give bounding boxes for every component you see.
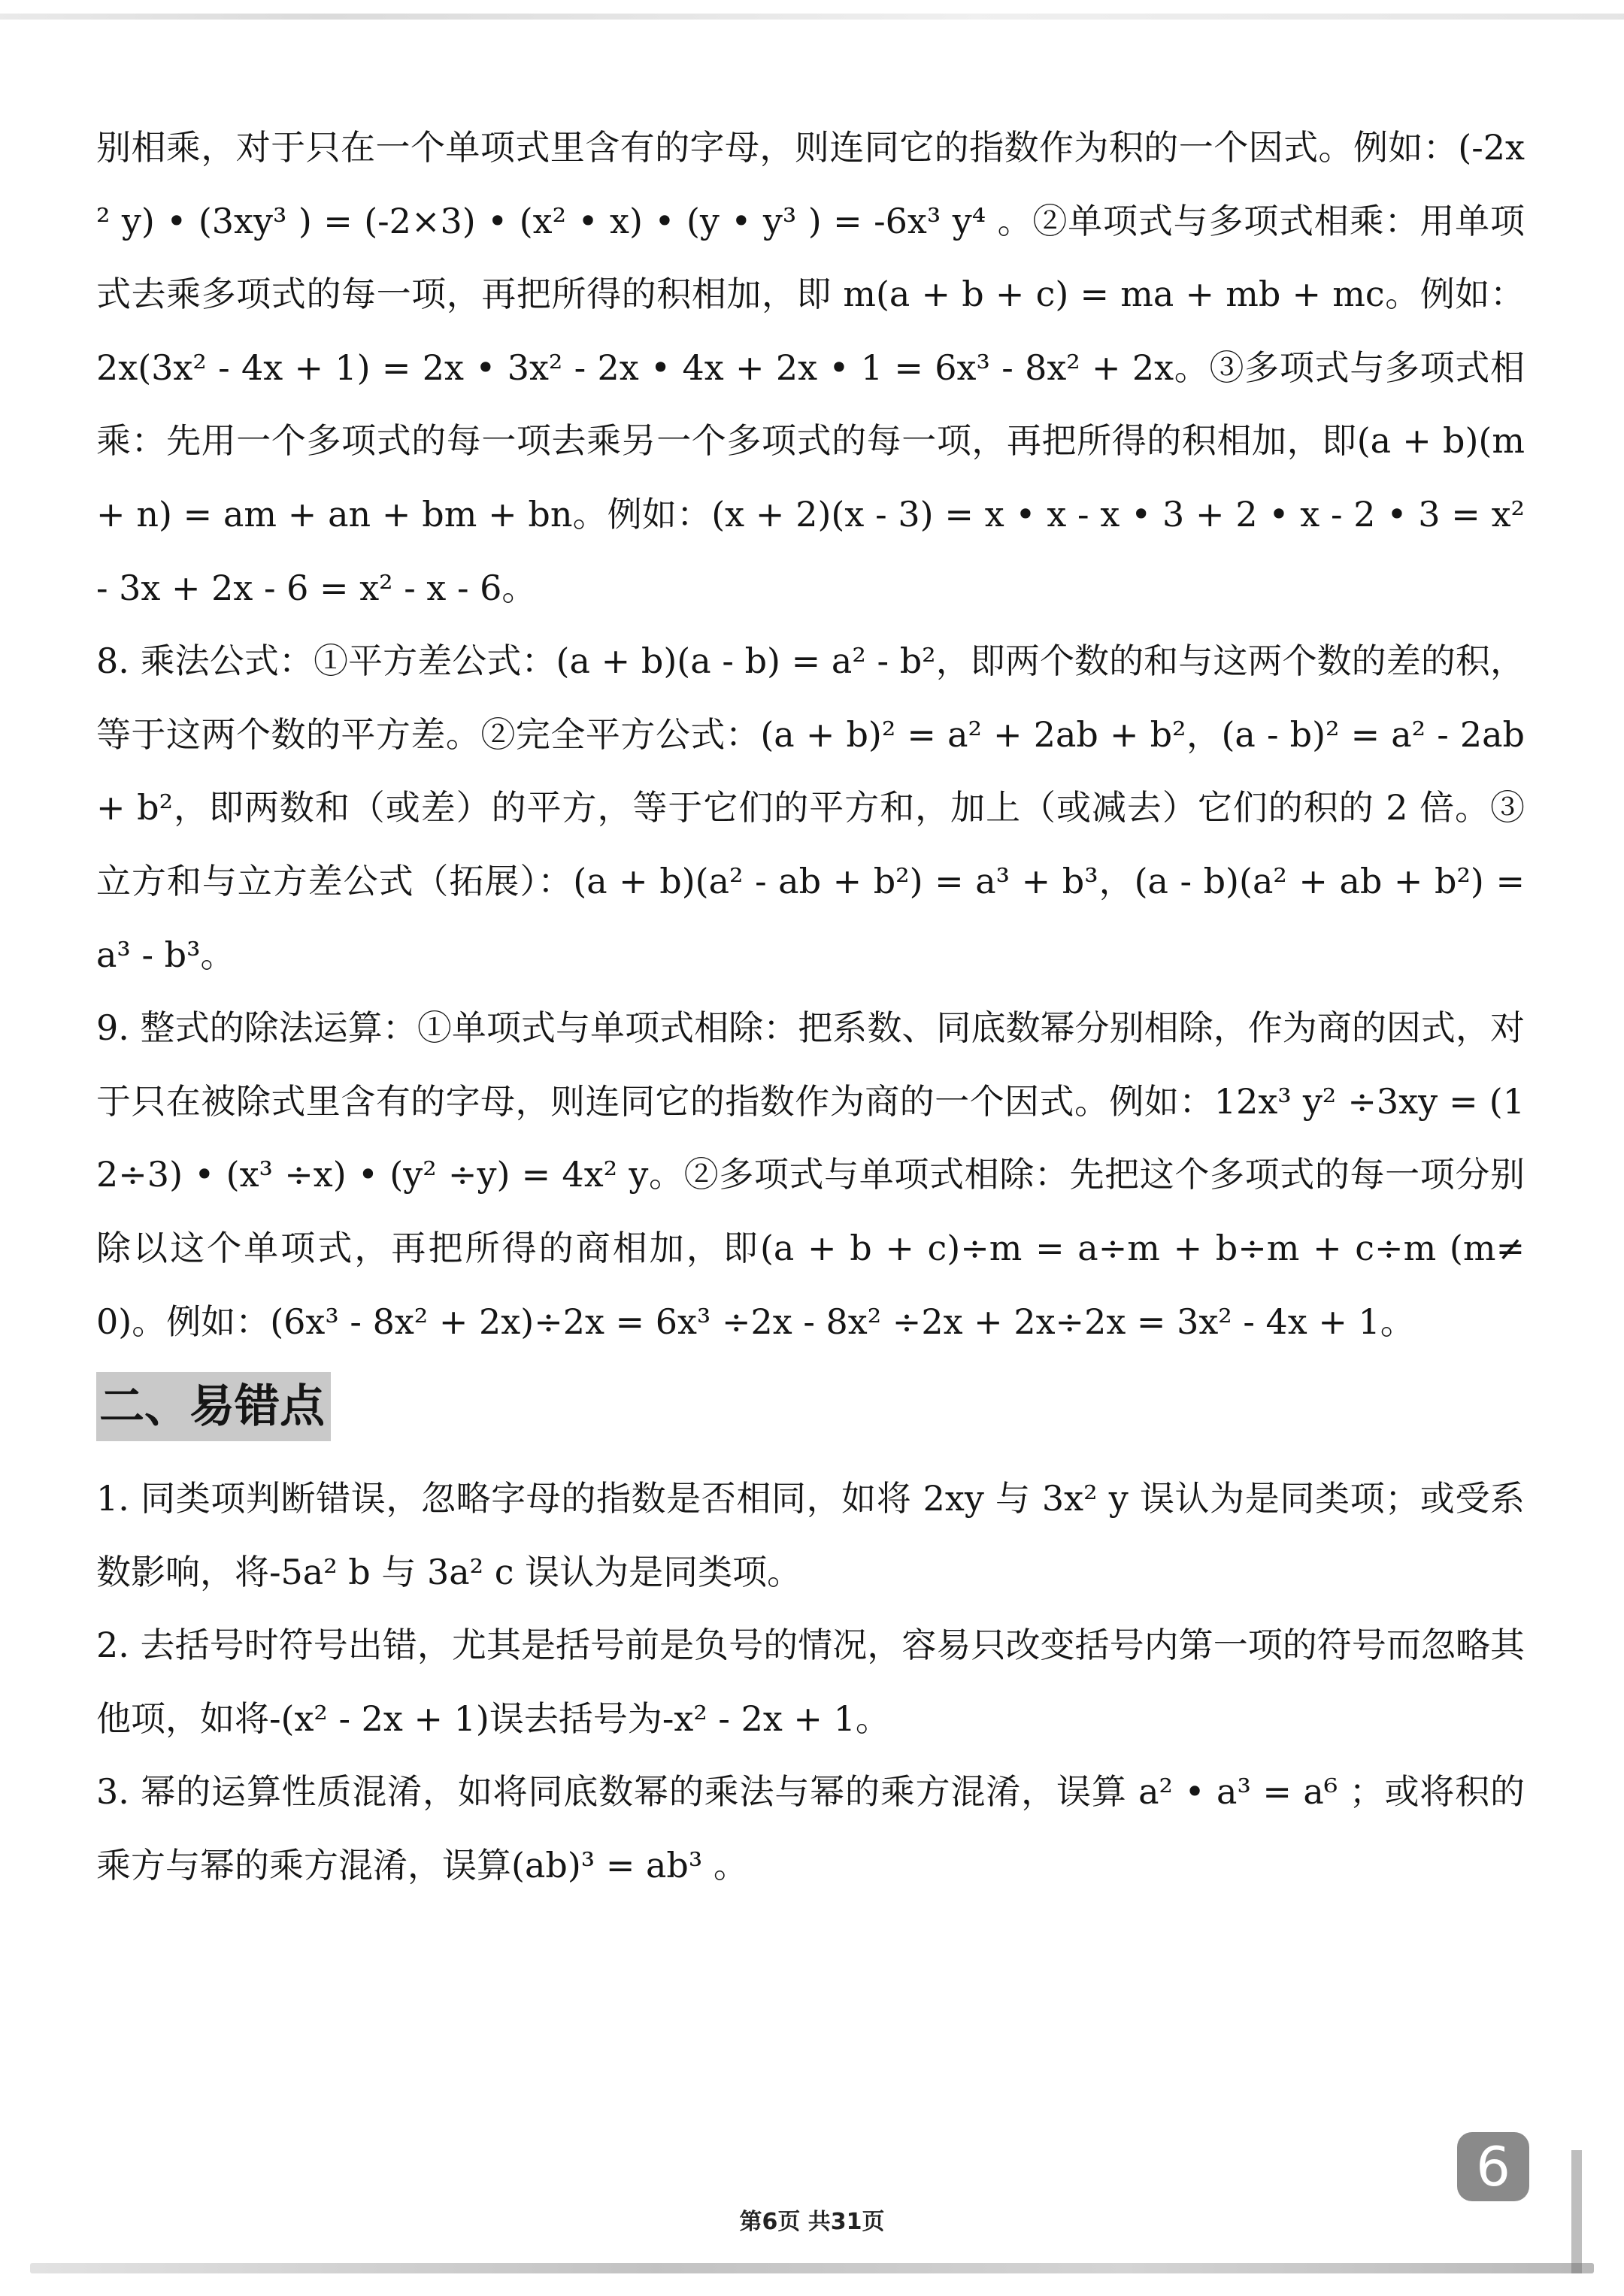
page-footer: 第6页 共31页: [739, 2209, 885, 2235]
scan-edge-bottom: [30, 2263, 1594, 2273]
scan-edge-corner: [1571, 2150, 1582, 2273]
scan-edge-top: [0, 14, 1624, 20]
error-item-1: 1. 同类项判断错误，忽略字母的指数是否相同，如将 2xy 与 3x² y 误认为是同类项；或受系数影响，将-5a² b 与 3a² c 误认为是同类项。: [96, 1478, 1525, 1592]
error-item-2: 2. 去括号时符号出错，尤其是括号前是负号的情况，容易只改变括号内第一项的符号而忽略其他项，如将-(x² - 2x + 1)误去括号为-x² - 2x + 1。: [96, 1625, 1525, 1739]
paragraph-division-operations: 9. 整式的除法运算：①单项式与单项式相除：把系数、同底数幂分别相除，作为商的因式，对于只在被除式里含有的字母，则连同它的指数作为商的一个因式。例如：12x³ y² ÷3xy = (12÷3) • (x³ ÷x) • (y² ÷y) = 4x² y。②多项式与单项式相除：先把这个多项式的每一项分别除以这个单项式，再把所得的商相加，即(a + b + c)÷m = a÷m + b÷m + c÷m (m≠0)。例如：(6x³ - 8x² + 2x)÷2x = 6x³ ÷2x - 8x² ÷2x + 2x÷2x = 3x² - 4x + 1。: [96, 1007, 1525, 1342]
content-area: [96, 111, 1525, 1903]
section-heading: 二、易错点: [96, 1372, 331, 1441]
section-heading-block: [96, 1372, 1525, 1462]
paragraph-multiplication-formulas: 8. 乘法公式：①平方差公式：(a + b)(a - b) = a² - b²，即两个数的和与这两个数的差的积，等于这两个数的平方差。②完全平方公式：(a + b)² = a² + 2ab + b²，(a - b)² = a² - 2ab + b²，即两数和（或差）的平方，等于它们的平方和，加上（或减去）它们的积的 2 倍。③立方和与立方差公式（拓展）：(a + b)(a² - ab + b²) = a³ + b³，(a - b)(a² + ab + b²) = a³ - b³。: [96, 641, 1525, 975]
paragraph-multiplication-rules: 别相乘，对于只在一个单项式里含有的字母，则连同它的指数作为积的一个因式。例如：(-2x² y) • (3xy³ ) = (-2×3) • (x² • x) • (y • y³ ) = -6x³ y⁴ 。②单项式与多项式相乘：用单项式去乘多项式的每一项，再把所得的积相加，即 m(a + b + c) = ma + mb + mc。例如：2x(3x² - 4x + 1) = 2x • 3x² - 2x • 4x + 2x • 1 = 6x³ - 8x² + 2x。③多项式与多项式相乘：先用一个多项式的每一项去乘另一个多项式的每一项，再把所得的积相加，即(a + b)(m + n) = am + an + bm + bn。例如：(x + 2)(x - 3) = x • x - x • 3 + 2 • x - 2 • 3 = x² - 3x + 2x - 6 = x² - x - 6。: [96, 127, 1525, 608]
error-item-3: 3. 幂的运算性质混淆，如将同底数幂的乘法与幂的乘方混淆，误算 a² • a³ = a⁶ ；或将积的乘方与幂的乘方混淆，误算(ab)³ = ab³ 。: [96, 1771, 1525, 1886]
page-number-badge: 6: [1457, 2132, 1529, 2201]
